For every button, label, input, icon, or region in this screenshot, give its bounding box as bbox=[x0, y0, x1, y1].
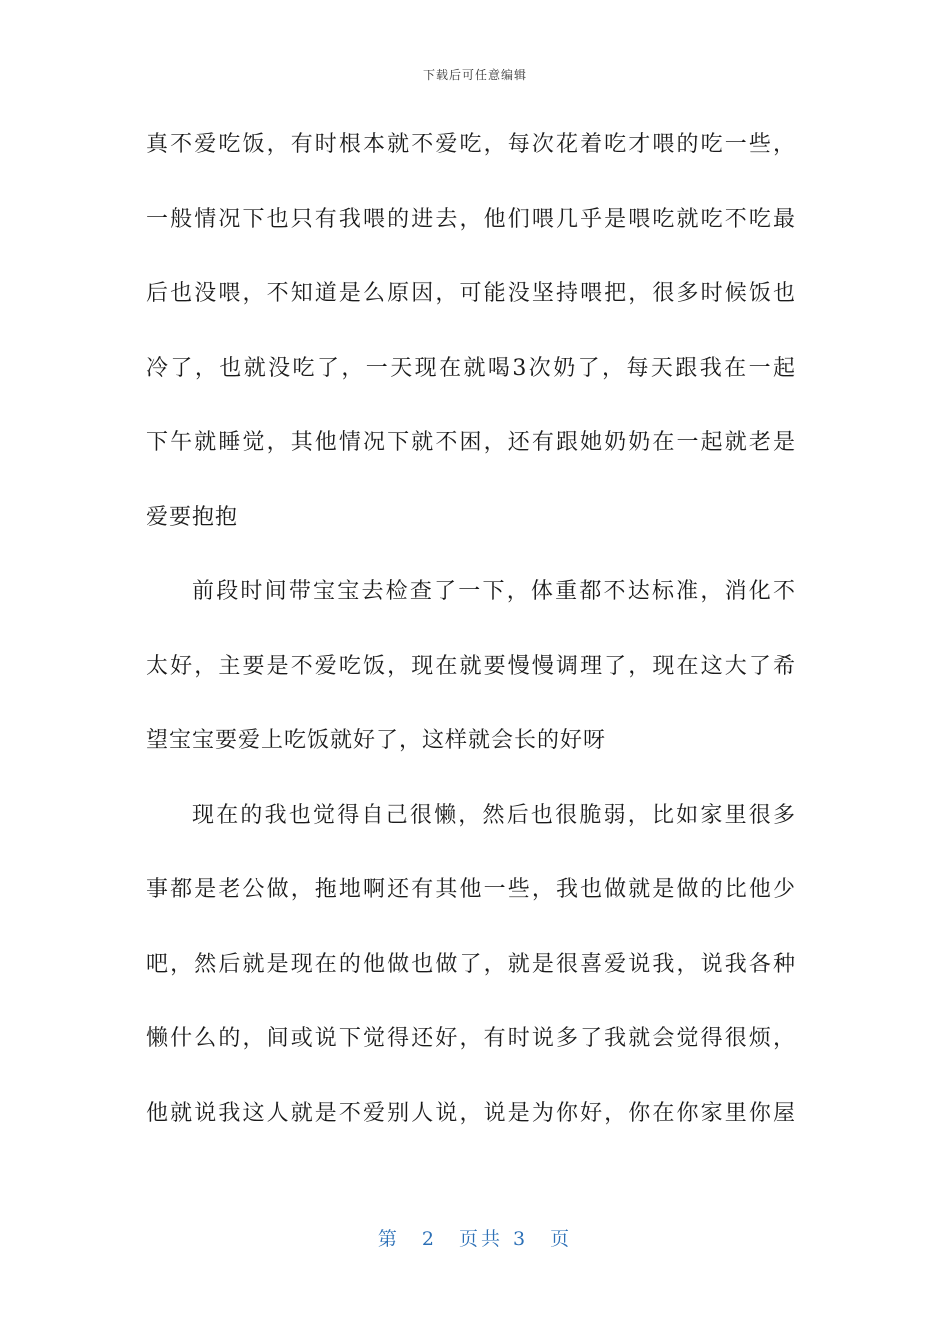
document-body bbox=[146, 120, 796, 1163]
body-line-1: 真不爱吃饭，有时根本就不爱吃，每次花着吃才喂的吃一些， bbox=[146, 132, 796, 157]
body-line-14: 他就说我这人就是不爱别人说，说是为你好，你在你家里你屋 bbox=[146, 1100, 796, 1126]
footer-prefix: 第 bbox=[377, 1228, 400, 1250]
body-line-4: 冷了，也就没吃了，一天现在就喝3次奶了，每天跟我在一起 bbox=[146, 355, 796, 381]
body-line-2: 一般情况下也只有我喂的进去，他们喂几乎是喂吃就吃不吃最 bbox=[146, 206, 796, 232]
body-line-10: 现在的我也觉得自己很懒，然后也很脆弱，比如家里很多 bbox=[192, 802, 796, 828]
body-line-3: 后也没喂，不知道是么原因，可能没坚持喂把，很多时候饭也 bbox=[146, 281, 796, 306]
footer-middle: 页共 bbox=[458, 1228, 503, 1250]
body-line-13: 懒什么的，间或说下觉得还好，有时说多了我就会觉得很烦， bbox=[146, 1026, 796, 1051]
body-line-12: 吧，然后就是现在的他做也做了，就是很喜爱说我，说我各种 bbox=[146, 951, 796, 977]
page-header-note: 下载后可任意编辑 bbox=[422, 68, 527, 82]
body-line-7: 前段时间带宝宝去检查了一下，体重都不达标准，消化不 bbox=[192, 579, 796, 604]
body-line-5: 下午就睡觉，其他情况下就不困，还有跟她奶奶在一起就老是 bbox=[146, 430, 796, 455]
body-line-6: 爱要抱抱 bbox=[146, 504, 239, 530]
body-line-8: 太好，主要是不爱吃饭，现在就要慢慢调理了，现在这大了希 bbox=[146, 653, 796, 679]
footer-total-pages: 3 bbox=[513, 1228, 529, 1250]
page-footer bbox=[0, 1224, 950, 1251]
footer-current-page: 2 bbox=[421, 1228, 437, 1250]
footer-suffix: 页 bbox=[550, 1228, 573, 1250]
body-line-9: 望宝宝要爱上吃饭就好了，这样就会长的好呀 bbox=[146, 728, 607, 753]
body-line-11: 事都是老公做，拖地啊还有其他一些，我也做就是做的比他少 bbox=[146, 877, 796, 902]
